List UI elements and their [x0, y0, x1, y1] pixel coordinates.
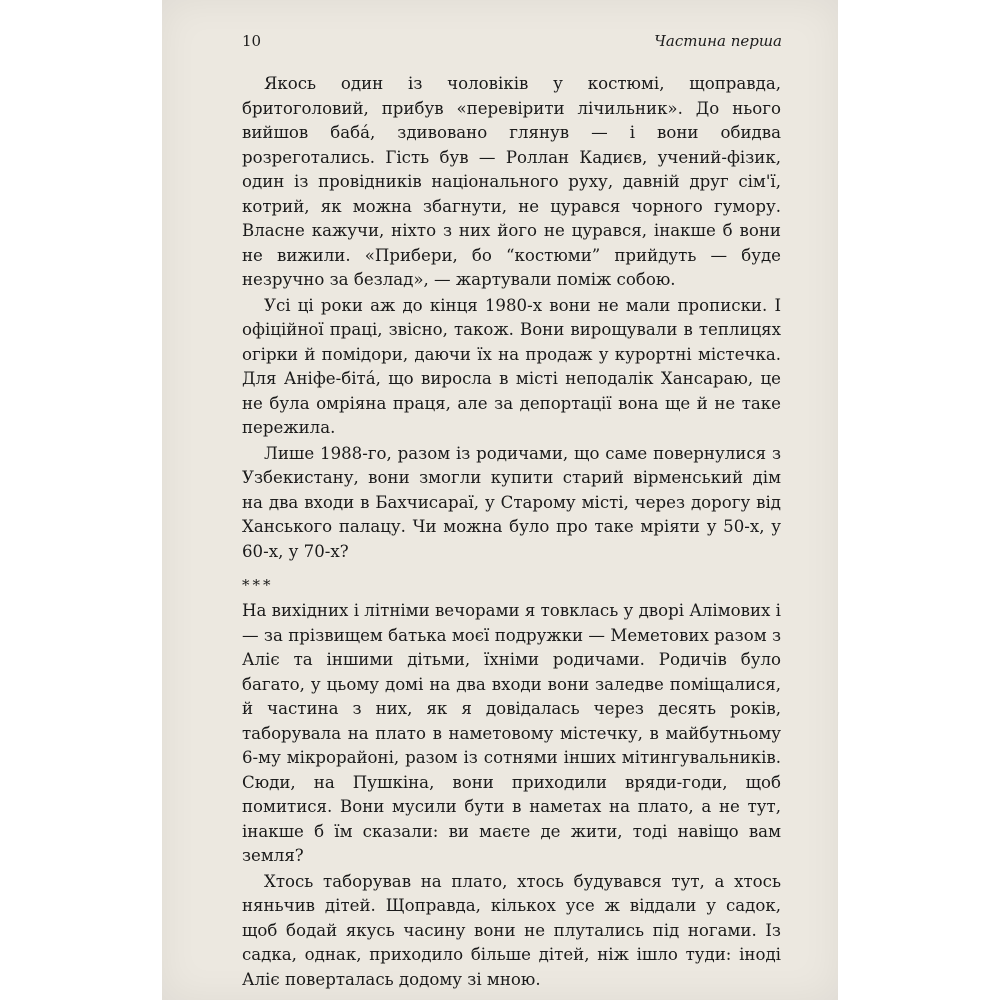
running-head: Частина перша: [654, 32, 782, 50]
page-number: 10: [242, 32, 262, 50]
section-separator: ***: [242, 576, 274, 594]
paragraph: Усі ці роки аж до кінця 1980-х вони не мали прописки. І офіційної праці, звісно, також. Вони вирощували в теплицях огірки й помідори, даючи їх на продаж у курортні містечка. Для Аніфе-бітá, що виросла в місті неподалік Хансараю, це не була омріяна праця, але за депортації вона ще й не таке пережила.: [242, 295, 781, 437]
body-text: [242, 72, 781, 993]
paragraph: На вихідних і літніми вечорами я товклась у дворі Алімових і — за прізвищем батька моєї подружки — Меметових разом з Аліє та іншими дітьми, їхніми родичами. Родичів було багато, у цьому домі на два входи вони заледве поміщалися, й частина з них, як я довідалась через десять років, таборувала на плато в наметовому містечку, в майбутньому 6-му мікрорайоні, разом із сотнями інших мітингувальників. Сюди, на Пушкіна, вони приходили вряди-годи, щоб помитися. Вони мусили бути в наметах на плато, а не тут, інакше б їм сказали: ви маєте де жити, тоді навіщо вам земля?: [242, 601, 781, 865]
paragraph: Якось один із чоловіків у костюмі, щоправда, бритоголовий, прибув «перевірити лічильник». До нього вийшов бабá, здивовано глянув — і вони обидва розреготались. Гість був — Роллан Кадиєв, учений-фізик, один із провідників національного руху, давній друг сім'ї, котрий, як можна збагнути, не цурався чорного гумору. Власне кажучи, ніхто з них його не цурався, інакше б вони не вижили. «Прибери, бо “костюми” прийдуть — буде незручно за безлад», — жартували поміж собою.: [242, 74, 781, 289]
page-header: [242, 28, 782, 54]
paragraph: Хтось таборував на плато, хтось будувався тут, а хтось няньчив дітей. Щоправда, кількох усе ж віддали у садок, щоб бодай якусь часину вони не плутались під ногами. Із садка, однак, приходило більше дітей, ніж ішло туди: іноді Аліє поверталась додому зі мною.: [242, 871, 781, 989]
book-page: [162, 0, 838, 1000]
paragraph: Лише 1988-го, разом із родичами, що саме повернулися з Узбекистану, вони змогли купити старий вірменський дім на два входи в Бахчисараї, у Старому місті, через дорогу від Ханського палацу. Чи можна було про таке мріяти у 50-х, у 60-х, у 70-х?: [242, 443, 781, 561]
